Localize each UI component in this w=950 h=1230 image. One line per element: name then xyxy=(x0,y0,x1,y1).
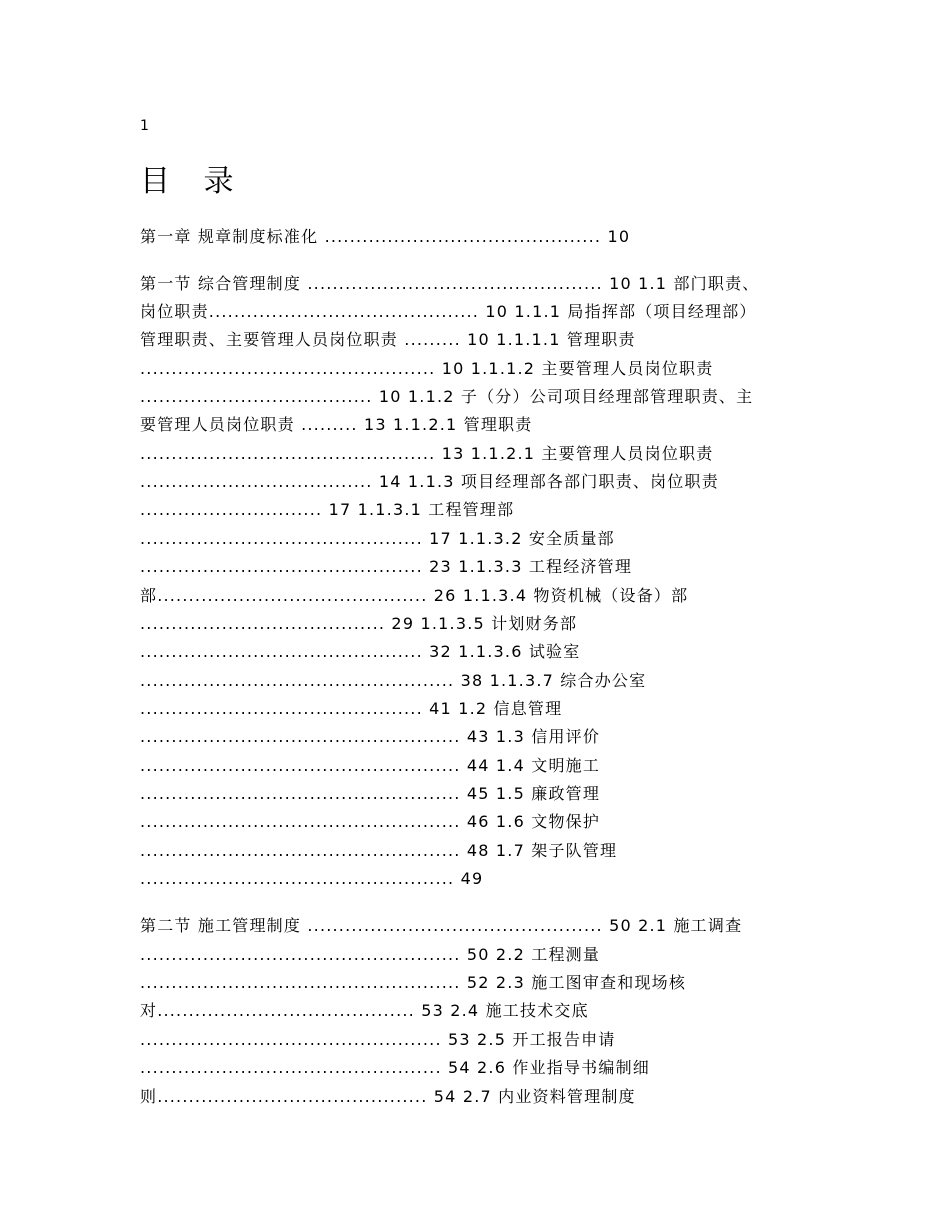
toc-line[interactable]: ............................................. 32 1.1.3.6 试验室 xyxy=(140,642,581,661)
toc-line[interactable]: ................................................... 45 1.5 廉政管理 xyxy=(140,784,601,803)
toc-line[interactable]: 岗位职责........................................... 10 1.1.1 局指挥部（项目经理部） xyxy=(140,302,757,321)
toc-line[interactable]: ................................................... 46 1.6 文物保护 xyxy=(140,812,601,831)
toc-section-line[interactable]: 第二节 施工管理制度 ............................................... 50 2.1 施工调查 xyxy=(140,916,743,935)
page-title: 目 录 xyxy=(140,164,246,199)
toc-line[interactable]: ............................................. 23 1.1.3.3 工程经济管理 xyxy=(140,557,633,576)
toc-line[interactable]: ................................................... 50 2.2 工程测量 xyxy=(140,945,601,964)
toc-line[interactable]: ................................................... 44 1.4 文明施工 xyxy=(140,756,601,775)
toc-line[interactable]: 对......................................... 53 2.4 施工技术交底 xyxy=(140,1001,589,1020)
toc-line[interactable]: .................................................. 49 xyxy=(140,869,484,888)
toc-line[interactable]: ............................. 17 1.1.3.1 工程管理部 xyxy=(140,500,515,519)
toc-line[interactable]: ............................................. 41 1.2 信息管理 xyxy=(140,699,563,718)
toc-chapter-line[interactable]: 第一章 规章制度标准化 ............................................ 10 xyxy=(140,227,631,246)
toc-line[interactable]: ..................................... 10 1.1.2 子（分）公司项目经理部管理职责、主 xyxy=(140,387,754,406)
toc-line[interactable]: ................................................... 52 2.3 施工图审查和现场核 xyxy=(140,973,687,992)
toc-line[interactable]: ............................................... 10 1.1.1.2 主要管理人员岗位职责 xyxy=(140,359,714,378)
toc-line[interactable]: ..................................... 14 1.1.3 项目经理部各部门职责、岗位职责 xyxy=(140,472,719,491)
toc-line[interactable]: 部........................................... 26 1.1.3.4 物资机械（设备）部 xyxy=(140,586,689,605)
toc-line[interactable]: ....................................... 29 1.1.3.5 计划财务部 xyxy=(140,614,578,633)
toc-line[interactable]: 要管理人员岗位职责 ......... 13 1.1.2.1 管理职责 xyxy=(140,415,533,434)
toc-line[interactable]: .................................................. 38 1.1.3.7 综合办公室 xyxy=(140,671,647,690)
toc-line[interactable]: ................................................ 54 2.6 作业指导书编制细 xyxy=(140,1058,650,1077)
toc-line[interactable]: ................................................... 48 1.7 架子队管理 xyxy=(140,841,618,860)
page-number: 1 xyxy=(140,118,149,134)
toc-line[interactable]: ................................................ 53 2.5 开工报告申请 xyxy=(140,1030,616,1049)
toc-line[interactable]: ............................................... 13 1.1.2.1 主要管理人员岗位职责 xyxy=(140,444,714,463)
toc-line[interactable]: 管理职责、主要管理人员岗位职责 ......... 10 1.1.1.1 管理职责 xyxy=(140,330,636,349)
toc-line[interactable]: ............................................. 17 1.1.3.2 安全质量部 xyxy=(140,529,615,548)
toc-line[interactable]: 则........................................... 54 2.7 内业资料管理制度 xyxy=(140,1087,636,1106)
toc-line[interactable]: ................................................... 43 1.3 信用评价 xyxy=(140,727,601,746)
toc-section-line[interactable]: 第一节 综合管理制度 ............................................... 10 1.1 部门职责、 xyxy=(140,274,760,293)
